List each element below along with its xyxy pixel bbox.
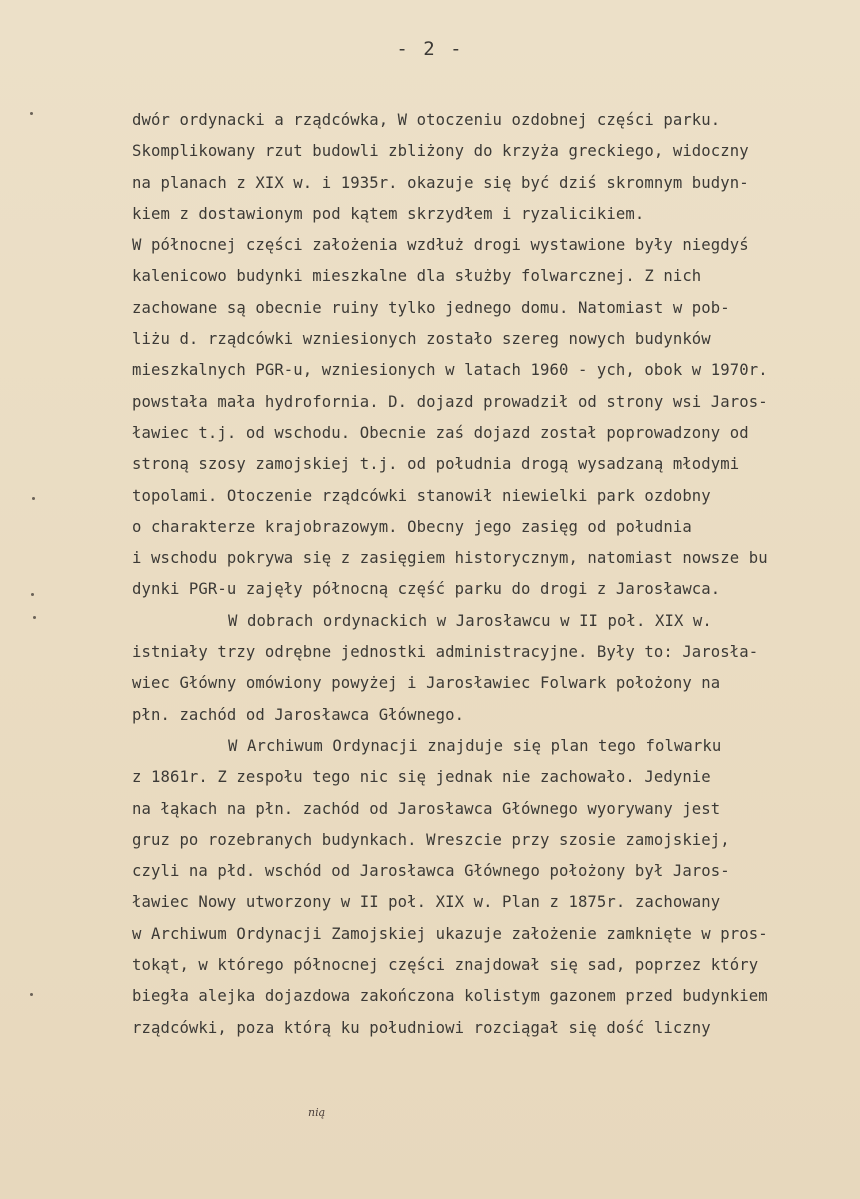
margin-dot (33, 616, 36, 619)
text-line: Skomplikowany rzut budowli zbliżony do krzyża greckiego, widoczny (132, 142, 749, 161)
text-line: W północnej części założenia wzdłuż drogi wystawione były niegdyś (132, 236, 749, 255)
text-line: na łąkach na płn. zachód od Jarosławca Głównego wyorywany jest (132, 799, 721, 818)
margin-dot (31, 593, 34, 596)
margin-dot (30, 112, 33, 115)
text-line: płn. zachód od Jarosławca Głównego. (132, 705, 465, 724)
typed-text-body (132, 105, 857, 1044)
text-line: o charakterze krajobrazowym. Obecny jego zasięg od południa (132, 517, 692, 536)
text-line: powstała mała hydrofornia. D. dojazd prowadził od strony wsi Jaros- (132, 392, 768, 411)
text-line: zachowane są obecnie ruiny tylko jednego domu. Natomiast w pob- (132, 298, 730, 317)
page-number: - 2 - (396, 38, 464, 60)
text-line: ławiec t.j. od wschodu. Obecnie zaś dojazd został poprowadzony od (132, 423, 749, 442)
text-line: ławiec Nowy utworzony w II poł. XIX w. Plan z 1875r. zachowany (132, 893, 721, 912)
text-line: mieszkalnych PGR-u, wzniesionych w latach 1960 - ych, obok w 1970r. (132, 361, 768, 380)
text-line: istniały trzy odrębne jednostki administracyjne. Były to: Jarosła- (132, 643, 759, 662)
text-line: tokąt, w którego północnej części znajdował się sad, poprzez który (132, 956, 759, 975)
text-line: wiec Główny omówiony powyżej i Jarosławiec Folwark położony na (132, 674, 721, 693)
text-line: dwór ordynacki a rządcówka, W otoczeniu ozdobnej części parku. (132, 111, 721, 129)
margin-dot (32, 497, 35, 500)
text-line: czyli na płd. wschód od Jarosławca Głównego położony był Jaros- (132, 862, 730, 881)
text-line: W Archiwum Ordynacji znajduje się plan tego folwarku (228, 736, 722, 755)
margin-dot (30, 993, 33, 996)
text-line: i wschodu pokrywa się z zasięgiem historycznym, natomiast nowsze bu (132, 549, 768, 568)
text-line: w Archiwum Ordynacji Zamojskiej ukazuje założenie zamknięte w pros- (132, 924, 768, 943)
handwritten-correction: nią (308, 1106, 326, 1119)
text-line: stroną szosy zamojskiej t.j. od południa drogą wysadzaną młodymi (132, 455, 740, 474)
text-line: na planach z XIX w. i 1935r. okazuje się być dziś skromnym budyn- (132, 173, 749, 192)
text-line: rządcówki, poza którą ku południowi rozciągał się dość liczny (132, 1018, 711, 1037)
text-line: kiem z dostawionym pod kątem skrzydłem i ryzalicikiem. (132, 204, 645, 223)
text-line: kalenicowo budynki mieszkalne dla służby folwarcznej. Z nich (132, 267, 702, 286)
text-line: biegła alejka dojazdowa zakończona kolistym gazonem przed budynkiem (132, 987, 768, 1006)
text-line: dynki PGR-u zajęły północną część parku do drogi z Jarosławca. (132, 580, 721, 599)
text-line: topolami. Otoczenie rządcówki stanowił niewielki park ozdobny (132, 486, 711, 505)
text-line: z 1861r. Z zespołu tego nic się jednak nie zachowało. Jedynie (132, 768, 711, 787)
text-line: W dobrach ordynackich w Jarosławcu w II poł. XIX w. (228, 611, 712, 630)
text-line: liżu d. rządcówki wzniesionych zostało szereg nowych budynków (132, 330, 711, 349)
text-line: gruz po rozebranych budynkach. Wreszcie przy szosie zamojskiej, (132, 830, 730, 849)
